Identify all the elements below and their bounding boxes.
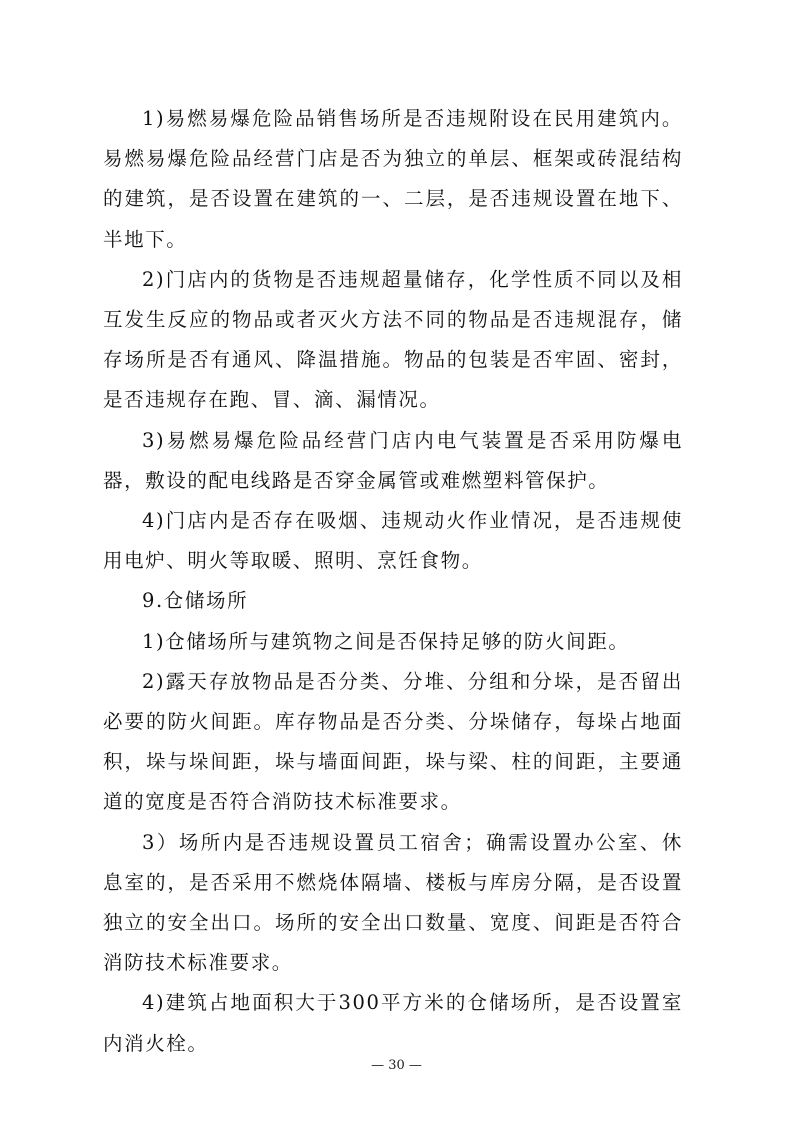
section-paragraph-1: 1)仓储场所与建筑物之间是否保持足够的防火间距。 <box>142 629 630 653</box>
document-body <box>103 99 683 1064</box>
section-heading: 9.仓储场所 <box>142 589 249 613</box>
paragraph-2: 2)门店内的货物是否违规超量储存，化学性质不同以及相互发生反应的物品或者灭火方法不同的物品是否违规混存，储存场所是否有通风、降温措施。物品的包装是否牢固、密封，是否违规存在跑、冒、滴、漏情况。 <box>103 267 683 412</box>
section-paragraph-3: 3）场所内是否违规设置员工宿舍；确需设置办公室、休息室的，是否采用不燃烧体隔墙、楼板与库房分隔，是否设置独立的安全出口。场所的安全出口数量、宽度、间距是否符合消防技术标准要求。 <box>103 830 683 975</box>
paragraph-1: 1)易燃易爆危险品销售场所是否违规附设在民用建筑内。易燃易爆危险品经营门店是否为独立的单层、框架或砖混结构的建筑，是否设置在建筑的一、二层，是否违规设置在地下、半地下。 <box>103 107 683 251</box>
section-paragraph-4: 4)建筑占地面积大于300平方米的仓储场所，是否设置室内消火栓。 <box>103 991 683 1055</box>
section-paragraph-2: 2)露天存放物品是否分类、分堆、分组和分垛，是否留出必要的防火间距。库存物品是否分类、分垛储存，每垛占地面积，垛与垛间距，垛与墙面间距，垛与梁、柱的间距，主要通道的宽度是否符合消防技术标准要求。 <box>103 669 683 814</box>
page-number: — 30 — <box>371 1058 422 1073</box>
paragraph-3: 3)易燃易爆危险品经营门店内电气装置是否采用防爆电器，敷设的配电线路是否穿金属管或难燃塑料管保护。 <box>103 428 683 492</box>
paragraph-4: 4)门店内是否存在吸烟、违规动火作业情况，是否违规使用电炉、明火等取暖、照明、烹饪食物。 <box>103 509 683 573</box>
